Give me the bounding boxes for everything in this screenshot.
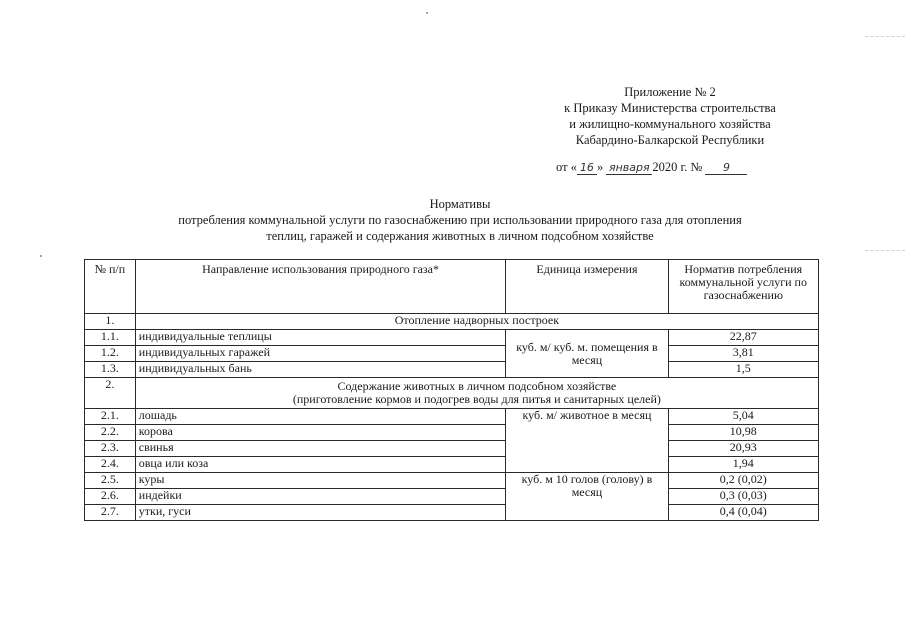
section-1-title: Отопление надворных построек [135, 314, 818, 330]
row-num: 2.1. [85, 409, 136, 425]
table-row [85, 473, 819, 489]
row-value: 22,87 [668, 330, 818, 346]
row-name: корова [135, 425, 506, 441]
row-num: 2.6. [85, 489, 136, 505]
table-row [85, 505, 819, 521]
section-2-title [135, 378, 818, 409]
date-month-handwritten: января [606, 161, 652, 175]
scan-edge-mark [865, 250, 905, 251]
date-day-handwritten: 16 [577, 161, 597, 175]
header-num: № п/п [85, 260, 136, 314]
row-name: куры [135, 473, 506, 489]
row-num: 2.2. [85, 425, 136, 441]
row-num: 1.2. [85, 346, 136, 362]
table-row [85, 362, 819, 378]
row-name: овца или коза [135, 457, 506, 473]
annex-line-1: Приложение № 2 [624, 85, 716, 99]
row-value: 3,81 [668, 346, 818, 362]
document-title [100, 196, 820, 244]
header-norm: Норматив потребления коммунальной услуги по газоснабжению [668, 260, 818, 314]
row-num: 1.3. [85, 362, 136, 378]
row-name: индивидуальные теплицы [135, 330, 506, 346]
row-value: 5,04 [668, 409, 818, 425]
row-value: 0,4 (0,04) [668, 505, 818, 521]
scan-edge-mark [865, 36, 905, 37]
row-value: 0,3 (0,03) [668, 489, 818, 505]
scan-speck [40, 255, 42, 257]
section-2-num: 2. [85, 378, 136, 409]
table-row [85, 425, 819, 441]
table-header-row [85, 260, 819, 314]
table-row [85, 409, 819, 425]
annex-line-2: к Приказу Министерства строительства [564, 101, 776, 115]
row-num: 1.1. [85, 330, 136, 346]
section-1-unit: куб. м/ куб. м. помещения в месяц [506, 330, 668, 378]
row-value: 20,93 [668, 441, 818, 457]
order-number-handwritten: 9 [705, 161, 747, 175]
date-prefix: от « [556, 160, 577, 174]
row-name: утки, гуси [135, 505, 506, 521]
row-num: 2.5. [85, 473, 136, 489]
section-1-row [85, 314, 819, 330]
row-num: 2.4. [85, 457, 136, 473]
section-2a-unit: куб. м/ животное в месяц [506, 409, 668, 473]
title-line-1: Нормативы [429, 197, 491, 211]
title-line-3: теплиц, гаражей и содержания животных в личном подсобном хозяйстве [266, 229, 654, 243]
date-year: 2020 г. № [652, 160, 703, 174]
row-name: лошадь [135, 409, 506, 425]
table-row [85, 346, 819, 362]
row-value: 0,2 (0,02) [668, 473, 818, 489]
section-1-num: 1. [85, 314, 136, 330]
annex-line-4: Кабардино-Балкарской Республики [575, 133, 765, 147]
row-value: 1,94 [668, 457, 818, 473]
table-row [85, 330, 819, 346]
row-num: 2.3. [85, 441, 136, 457]
header-unit: Единица измерения [506, 260, 668, 314]
row-name: свинья [135, 441, 506, 457]
row-name: индивидуальных гаражей [135, 346, 506, 362]
header-direction: Направление использования природного газа* [135, 260, 506, 314]
row-name: индивидуальных бань [135, 362, 506, 378]
row-value: 1,5 [668, 362, 818, 378]
norms-table [84, 259, 819, 521]
row-name: индейки [135, 489, 506, 505]
table-row [85, 457, 819, 473]
section-2-row [85, 378, 819, 409]
table-row [85, 489, 819, 505]
section-2b-unit: куб. м 10 голов (голову) в месяц [506, 473, 668, 521]
table-row [85, 441, 819, 457]
title-line-2: потребления коммунальной услуги по газоснабжению при использовании природного газа для отопления [178, 213, 742, 227]
row-value: 10,98 [668, 425, 818, 441]
date-mid: » [596, 160, 607, 174]
section-2-title-line-1: Содержание животных в личном подсобном хозяйстве [337, 379, 617, 393]
scan-speck [426, 12, 428, 14]
row-num: 2.7. [85, 505, 136, 521]
section-2-title-line-2: (приготовление кормов и подогрев воды для питья и санитарных целей) [292, 392, 661, 406]
annex-header [520, 84, 820, 148]
annex-line-3: и жилищно-коммунального хозяйства [569, 117, 771, 131]
order-date-line [556, 160, 747, 175]
